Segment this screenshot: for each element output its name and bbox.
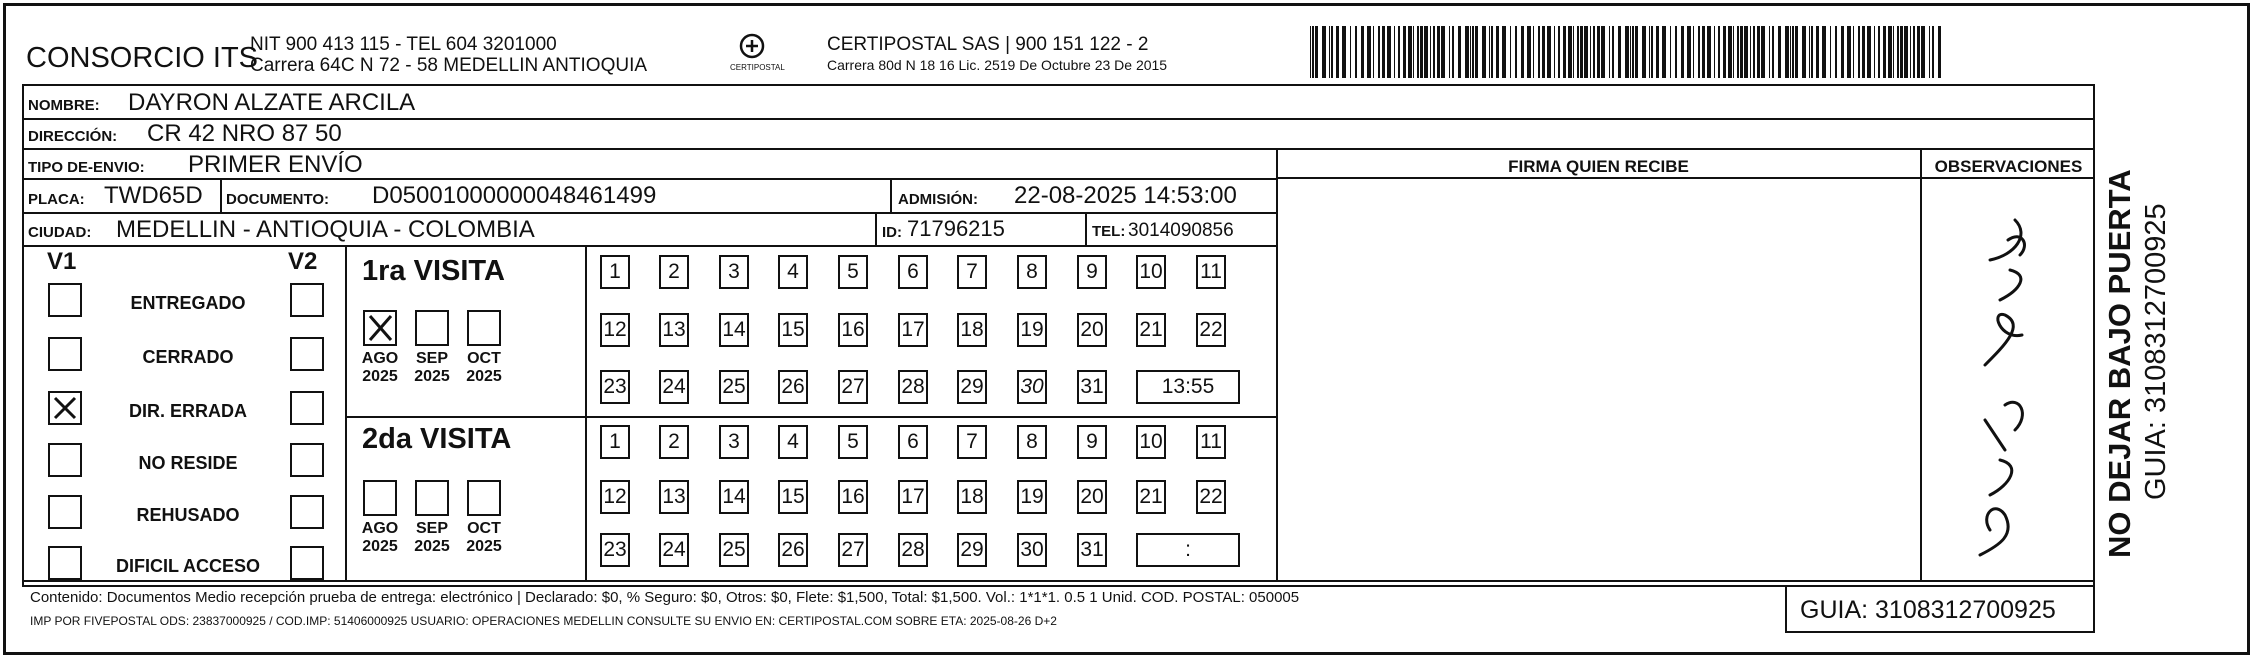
month-checkbox[interactable] [415, 480, 449, 516]
firma-header: FIRMA QUIEN RECIBE [1508, 157, 1689, 176]
day-box[interactable]: 6 [898, 255, 928, 289]
barcode-bar [1698, 26, 1700, 78]
month-label: AGO 2025 [361, 520, 399, 556]
day-box[interactable]: 13 [659, 313, 689, 347]
barcode-bar [1367, 26, 1371, 78]
day-box[interactable]: 9 [1077, 255, 1107, 289]
barcode-bar [1921, 26, 1925, 78]
v2-label: V2 [288, 248, 318, 275]
day-box[interactable]: 28 [898, 370, 928, 404]
barcode-bar [1329, 26, 1330, 78]
barcode-bar [1841, 26, 1844, 78]
v2-checkbox[interactable] [290, 283, 324, 317]
direccion-value: CR 42 NRO 87 50 [147, 120, 342, 147]
barcode-bar [1538, 26, 1540, 78]
barcode-bar [1378, 26, 1380, 78]
nombre-label: NOMBRE: [28, 97, 100, 114]
documento-label: DOCUMENTO: [226, 191, 330, 208]
barcode-bar [1900, 26, 1903, 78]
v1-checkbox[interactable] [48, 443, 82, 477]
tipo-envio-label: TIPO DE-ENVIO: [28, 159, 145, 176]
barcode-bar [1883, 26, 1886, 78]
month-checkbox[interactable] [363, 480, 397, 516]
day-box[interactable]: 25 [719, 370, 749, 404]
day-box[interactable]: 16 [838, 480, 868, 514]
day-box[interactable]: 11 [1196, 255, 1226, 289]
barcode [1310, 26, 1944, 78]
barcode-bar [1910, 26, 1911, 78]
status-label: NO RESIDE [138, 453, 238, 473]
day-box[interactable]: 20 [1077, 480, 1107, 514]
barcode-bar [1584, 26, 1588, 78]
day-box[interactable]: 22 [1196, 313, 1226, 347]
barcode-bar [1728, 26, 1732, 78]
documento-value: D05001000000048461499 [372, 182, 657, 209]
barcode-bar [1802, 26, 1806, 78]
barcode-bar [1792, 26, 1794, 78]
barcode-bar [1687, 26, 1691, 78]
footer-line2: IMP POR FIVEPOSTAL ODS: 23837000925 / COD.IMP: 51406000925 USUARIO: OPERACIONES MEDELLIN CONSULTE SU ENVIO EN: CERTIPOSTAL.COM SOBRE ETA: 2025-08-26 D+2 [30, 614, 1057, 628]
barcode-bar [1542, 26, 1545, 78]
barcode-bar [1491, 26, 1493, 78]
day-box[interactable]: 22 [1196, 480, 1226, 514]
barcode-bar [1590, 26, 1591, 78]
day-box[interactable]: 5 [838, 425, 868, 459]
barcode-bar [1744, 26, 1748, 78]
barcode-bar [1830, 26, 1831, 78]
day-box[interactable]: 31 [1077, 533, 1107, 567]
day-box[interactable]: 2 [659, 425, 689, 459]
side-guia: GUIA: 3108312700925 [2140, 203, 2172, 500]
barcode-bar [1772, 26, 1774, 78]
ciudad-value: MEDELLIN - ANTIOQUIA - COLOMBIA [116, 216, 535, 243]
barcode-bar [1568, 26, 1572, 78]
barcode-bar [1452, 26, 1454, 78]
barcode-bar [1904, 26, 1908, 78]
barcode-bar [1718, 26, 1720, 78]
v1-checkbox[interactable] [48, 495, 82, 529]
barcode-bar [1635, 26, 1638, 78]
status-label: ENTREGADO [130, 293, 246, 313]
barcode-bar [1878, 26, 1880, 78]
barcode-bar [1778, 26, 1781, 78]
barcode-bar [1707, 26, 1711, 78]
month-checkbox[interactable] [467, 480, 501, 516]
day-box[interactable]: 18 [957, 313, 987, 347]
day-box[interactable]: 6 [898, 425, 928, 459]
barcode-bar [1618, 26, 1621, 78]
barcode-bar [1465, 26, 1469, 78]
v2-checkbox[interactable] [290, 546, 324, 580]
barcode-bar [1785, 26, 1789, 78]
day-box[interactable]: 2 [659, 255, 689, 289]
barcode-bar [1350, 26, 1351, 78]
barcode-bar [1489, 26, 1490, 78]
v2-checkbox[interactable] [290, 391, 324, 425]
barcode-bar [1470, 26, 1471, 78]
day-box[interactable]: 12 [600, 313, 630, 347]
day-box[interactable]: 11 [1196, 425, 1226, 459]
barcode-bar [1822, 26, 1826, 78]
ciudad-label: CIUDAD: [28, 224, 92, 241]
barcode-bar [1675, 26, 1677, 78]
barcode-bar [1502, 26, 1506, 78]
time-box[interactable]: : [1136, 533, 1240, 567]
day-box[interactable]: 19 [1017, 480, 1047, 514]
barcode-bar [1601, 26, 1605, 78]
barcode-bar [1580, 26, 1583, 78]
barcode-bar [1361, 26, 1364, 78]
day-box[interactable]: 1 [600, 255, 630, 289]
barcode-bar [1398, 26, 1400, 78]
check-mark-icon [365, 312, 395, 344]
barcode-bar [1723, 26, 1726, 78]
barcode-bar [1420, 26, 1423, 78]
v2-checkbox[interactable] [290, 337, 324, 371]
no-dejar-bajo-puerta: NO DEJAR BAJO PUERTA [2102, 169, 2137, 558]
day-box[interactable]: 30 [1017, 533, 1047, 567]
barcode-bar [1656, 26, 1659, 78]
barcode-bar [1554, 26, 1555, 78]
certipostal-line1: CERTIPOSTAL SAS | 900 151 122 - 2 [827, 34, 1149, 55]
placa-label: PLACA: [28, 191, 85, 208]
barcode-bar [1835, 26, 1837, 78]
barcode-bar [1449, 26, 1450, 78]
barcode-bar [1938, 26, 1941, 78]
barcode-bar [1702, 26, 1705, 78]
direccion-label: DIRECCIÓN: [28, 128, 118, 145]
barcode-bar [1867, 26, 1871, 78]
barcode-bar [1811, 26, 1813, 78]
day-box[interactable]: 15 [778, 313, 808, 347]
barcode-bar [1496, 26, 1499, 78]
day-box[interactable]: 31 [1077, 370, 1107, 404]
barcode-bar [1795, 26, 1798, 78]
v2-checkbox[interactable] [290, 443, 324, 477]
barcode-bar [1408, 26, 1412, 78]
barcode-bar [1593, 26, 1595, 78]
barcode-bar [1472, 26, 1474, 78]
day-box[interactable]: 24 [659, 533, 689, 567]
barcode-bar [1737, 26, 1739, 78]
barcode-bar [1874, 26, 1875, 78]
barcode-bar [1893, 26, 1894, 78]
visita2-title: 2da VISITA [362, 423, 512, 455]
day-box[interactable]: 18 [957, 480, 987, 514]
barcode-bar [1917, 26, 1920, 78]
barcode-bar [1382, 26, 1385, 78]
barcode-bar [1630, 26, 1631, 78]
status-label: CERRADO [142, 347, 234, 367]
barcode-bar [1693, 26, 1694, 78]
barcode-bar [1847, 26, 1851, 78]
handwritten-signature [1960, 215, 2060, 570]
visita1-title: 1ra VISITA [362, 255, 505, 287]
barcode-bar [1336, 26, 1339, 78]
barcode-bar [1609, 26, 1610, 78]
check-mark-icon [50, 393, 80, 423]
day-box[interactable]: 14 [719, 313, 749, 347]
day-box[interactable]: 29 [957, 533, 987, 567]
barcode-bar [1322, 26, 1326, 78]
day-box[interactable]: 28 [898, 533, 928, 567]
barcode-bar [1413, 26, 1414, 78]
barcode-bar [1547, 26, 1551, 78]
barcode-bar [1475, 26, 1478, 78]
day-box[interactable]: 26 [778, 533, 808, 567]
month-checkbox[interactable] [415, 310, 449, 346]
barcode-bar [1573, 26, 1574, 78]
barcode-bar [1373, 26, 1374, 78]
barcode-bar [1387, 26, 1391, 78]
day-box[interactable]: 15 [778, 480, 808, 514]
footer-line1: Contenido: Documentos Medio recepción prueba de entrega: electrónico | Declarado: $0, % Seguro: $0, Otros: $0, Flete: $1,500, Total: $1,500. Vol.: 1*1*1. 0.5 1 Unid. COD. POSTAL: 050005 [30, 589, 1300, 606]
status-label: DIR. ERRADA [128, 401, 247, 421]
day-box[interactable]: 4 [778, 425, 808, 459]
month-checkbox[interactable] [363, 310, 397, 346]
day-box[interactable]: 17 [898, 313, 928, 347]
admision-label: ADMISIÓN: [898, 191, 978, 208]
placa-value: TWD65D [104, 182, 203, 209]
barcode-bar [1533, 26, 1534, 78]
v1-checkbox[interactable] [48, 546, 82, 580]
barcode-bar [1310, 26, 1311, 78]
day-box[interactable]: 21 [1136, 480, 1166, 514]
day-box[interactable]: 17 [898, 480, 928, 514]
day-box[interactable]: 10 [1136, 425, 1166, 459]
barcode-bar [1714, 26, 1715, 78]
month-checkbox[interactable] [467, 310, 501, 346]
barcode-bar [1342, 26, 1346, 78]
barcode-bar [1515, 26, 1517, 78]
barcode-bar [1740, 26, 1743, 78]
day-box[interactable]: 3 [719, 425, 749, 459]
day-box[interactable]: 30 [1017, 370, 1047, 404]
barcode-bar [1441, 26, 1445, 78]
barcode-bar [1331, 26, 1333, 78]
barcode-bar [1929, 26, 1930, 78]
v1-checkbox[interactable] [48, 337, 82, 371]
day-box[interactable]: 14 [719, 480, 749, 514]
barcode-bar [1642, 26, 1646, 78]
barcode-bar [1521, 26, 1524, 78]
barcode-bar [1632, 26, 1634, 78]
day-box[interactable]: 19 [1017, 313, 1047, 347]
day-box[interactable]: 1 [600, 425, 630, 459]
day-box[interactable]: 23 [600, 370, 630, 404]
barcode-bar [1577, 26, 1579, 78]
barcode-bar [1510, 26, 1511, 78]
certipostal-line2: Carrera 80d N 18 16 Lic. 2519 De Octubre 23 De 2015 [827, 57, 1168, 73]
month-label: OCT 2025 [466, 520, 502, 556]
observaciones-header: OBSERVACIONES [1934, 157, 2083, 176]
barcode-bar [1913, 26, 1915, 78]
day-box[interactable]: 3 [719, 255, 749, 289]
day-box[interactable]: 27 [838, 533, 868, 567]
time-box[interactable]: 13:55 [1136, 370, 1240, 404]
barcode-bar [1761, 26, 1765, 78]
month-label: AGO 2025 [361, 350, 399, 386]
barcode-bar [1563, 26, 1566, 78]
v2-checkbox[interactable] [290, 495, 324, 529]
day-box[interactable]: 21 [1136, 313, 1166, 347]
barcode-bar [1312, 26, 1314, 78]
barcode-bar [1558, 26, 1560, 78]
barcode-bar [1853, 26, 1854, 78]
tel-label: TEL: [1092, 223, 1126, 240]
day-box[interactable]: 4 [778, 255, 808, 289]
certipostal-logo: CERTIPOSTAL [722, 30, 782, 76]
barcode-bar [1816, 26, 1819, 78]
v1-checkbox[interactable] [48, 283, 82, 317]
barcode-bar [1670, 26, 1671, 78]
day-box[interactable]: 20 [1077, 313, 1107, 347]
day-box[interactable]: 5 [838, 255, 868, 289]
barcode-bar [1888, 26, 1892, 78]
barcode-bar [1651, 26, 1653, 78]
barcode-bar [1433, 26, 1435, 78]
barcode-bar [1862, 26, 1865, 78]
barcode-bar [1769, 26, 1770, 78]
day-box[interactable]: 8 [1017, 425, 1047, 459]
barcode-bar [1482, 26, 1486, 78]
address-line: Carrera 64C N 72 - 58 MEDELLIN ANTIOQUIA [250, 55, 648, 76]
barcode-bar [1612, 26, 1614, 78]
barcode-bar [1625, 26, 1629, 78]
nit-line: NIT 900 413 115 - TEL 604 3201000 [250, 34, 557, 55]
tel-value: 3014090856 [1128, 220, 1234, 241]
id-value: 71796215 [907, 216, 1005, 241]
day-box[interactable]: 27 [838, 370, 868, 404]
barcode-bar [1809, 26, 1810, 78]
day-box[interactable]: 9 [1077, 425, 1107, 459]
month-label: SEP 2025 [414, 350, 450, 386]
barcode-bar [1430, 26, 1431, 78]
day-box[interactable]: 25 [719, 533, 749, 567]
barcode-bar [1417, 26, 1419, 78]
admision-value: 22-08-2025 14:53:00 [1014, 182, 1237, 209]
barcode-bar [1403, 26, 1406, 78]
barcode-bar [1458, 26, 1461, 78]
barcode-bar [1649, 26, 1650, 78]
barcode-bar [1597, 26, 1600, 78]
id-label: ID: [882, 224, 902, 241]
month-label: SEP 2025 [414, 520, 450, 556]
day-box[interactable]: 26 [778, 370, 808, 404]
tipo-envio-value: PRIMER ENVÍO [188, 151, 363, 178]
day-box[interactable]: 16 [838, 313, 868, 347]
day-box[interactable]: 24 [659, 370, 689, 404]
barcode-bar [1662, 26, 1666, 78]
barcode-bar [1757, 26, 1760, 78]
v1-label: V1 [47, 248, 77, 275]
v1-checkbox[interactable] [48, 391, 82, 425]
day-box[interactable]: 7 [957, 255, 987, 289]
nombre-value: DAYRON ALZATE ARCILA [128, 89, 416, 116]
barcode-bar [1750, 26, 1751, 78]
day-box[interactable]: 10 [1136, 255, 1166, 289]
barcode-bar [1733, 26, 1734, 78]
barcode-bar [1424, 26, 1428, 78]
barcode-bar [1315, 26, 1318, 78]
status-label: REHUSADO [136, 505, 240, 525]
barcode-bar [1790, 26, 1791, 78]
status-label: DIFICIL ACCESO [115, 556, 260, 576]
barcode-bar [1527, 26, 1531, 78]
barcode-bar [1394, 26, 1395, 78]
day-box[interactable]: 8 [1017, 255, 1047, 289]
day-box[interactable]: 29 [957, 370, 987, 404]
barcode-bar [1355, 26, 1357, 78]
barcode-bar [1753, 26, 1755, 78]
barcode-bar [1681, 26, 1684, 78]
guia-box-text: GUIA: 3108312700925 [1800, 596, 2056, 624]
day-box[interactable]: 7 [957, 425, 987, 459]
company-name: CONSORCIO ITS [26, 42, 259, 74]
barcode-bar [1858, 26, 1860, 78]
day-box[interactable]: 12 [600, 480, 630, 514]
day-box[interactable]: 23 [600, 533, 630, 567]
barcode-bar [1897, 26, 1899, 78]
day-box[interactable]: 13 [659, 480, 689, 514]
barcode-bar [1932, 26, 1934, 78]
month-label: OCT 2025 [466, 350, 502, 386]
barcode-bar [1437, 26, 1440, 78]
